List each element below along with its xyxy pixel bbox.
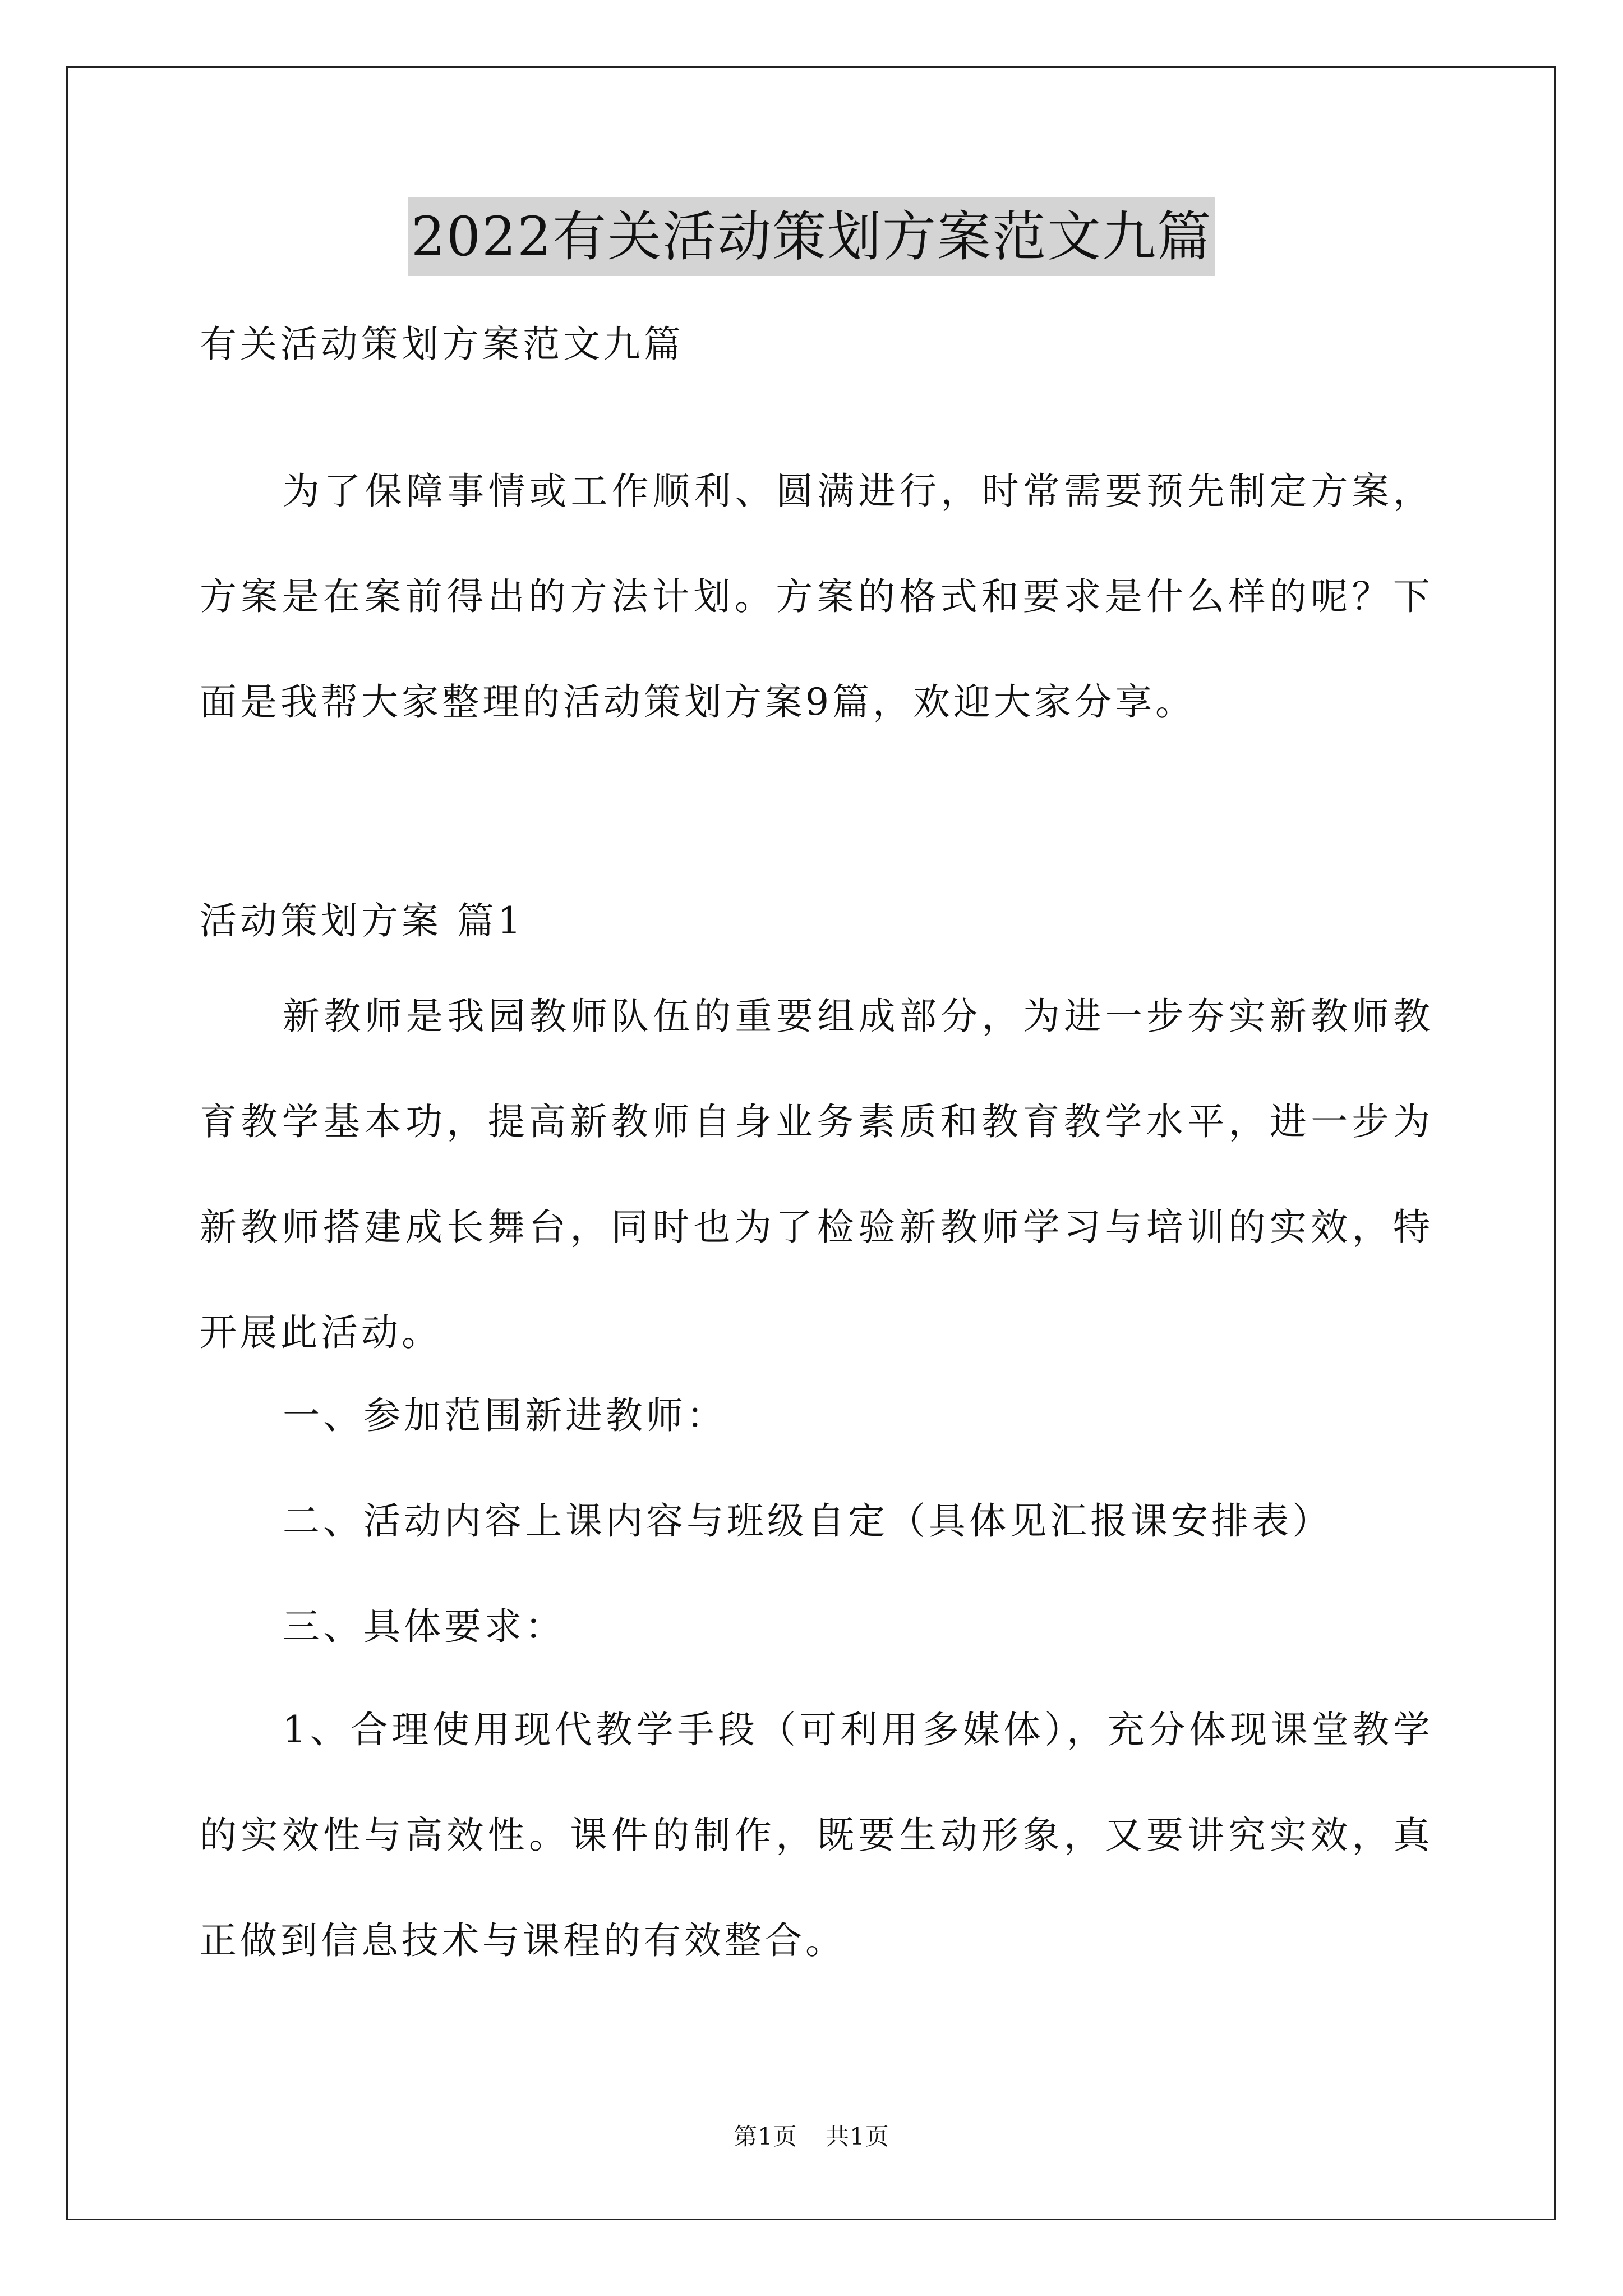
list-item: 二、活动内容上课内容与班级自定（具体见汇报课安排表）	[283, 1499, 1332, 1543]
section-paragraph: 新教师是我园教师队伍的重要组成部分，为进一步夯实新教师教育教学基本功，提高新教师自身业务素质和教育教学水平，进一步为新教师搭建成长舞台，同时也为了检验新教师学习与培训的实效，特开展此活动。	[200, 995, 1433, 1354]
list-item: 1、合理使用现代教学手段（可利用多媒体），充分体现课堂教学的实效性与高效性。课件的制作，既要生动形象，又要讲究实效，真正做到信息技术与课程的有效整合。	[200, 1708, 1433, 1962]
list-item: 一、参加范围新进教师：	[283, 1394, 727, 1437]
page-number: 第1页	[734, 2123, 797, 2150]
section-heading: 活动策划方案 篇1	[200, 899, 524, 942]
document-subtitle: 有关活动策划方案范文九篇	[200, 323, 684, 366]
title-container	[0, 197, 1623, 276]
page-total: 共1页	[826, 2123, 889, 2150]
list-item: 三、具体要求：	[283, 1605, 565, 1648]
intro-paragraph: 为了保障事情或工作顺利、圆满进行，时常需要预先制定方案，方案是在案前得出的方法计划。方案的格式和要求是什么样的呢？下面是我帮大家整理的活动策划方案9篇，欢迎大家分享。	[200, 470, 1433, 724]
document-title: 2022有关活动策划方案范文九篇	[408, 197, 1215, 276]
page-footer	[0, 2118, 1623, 2152]
